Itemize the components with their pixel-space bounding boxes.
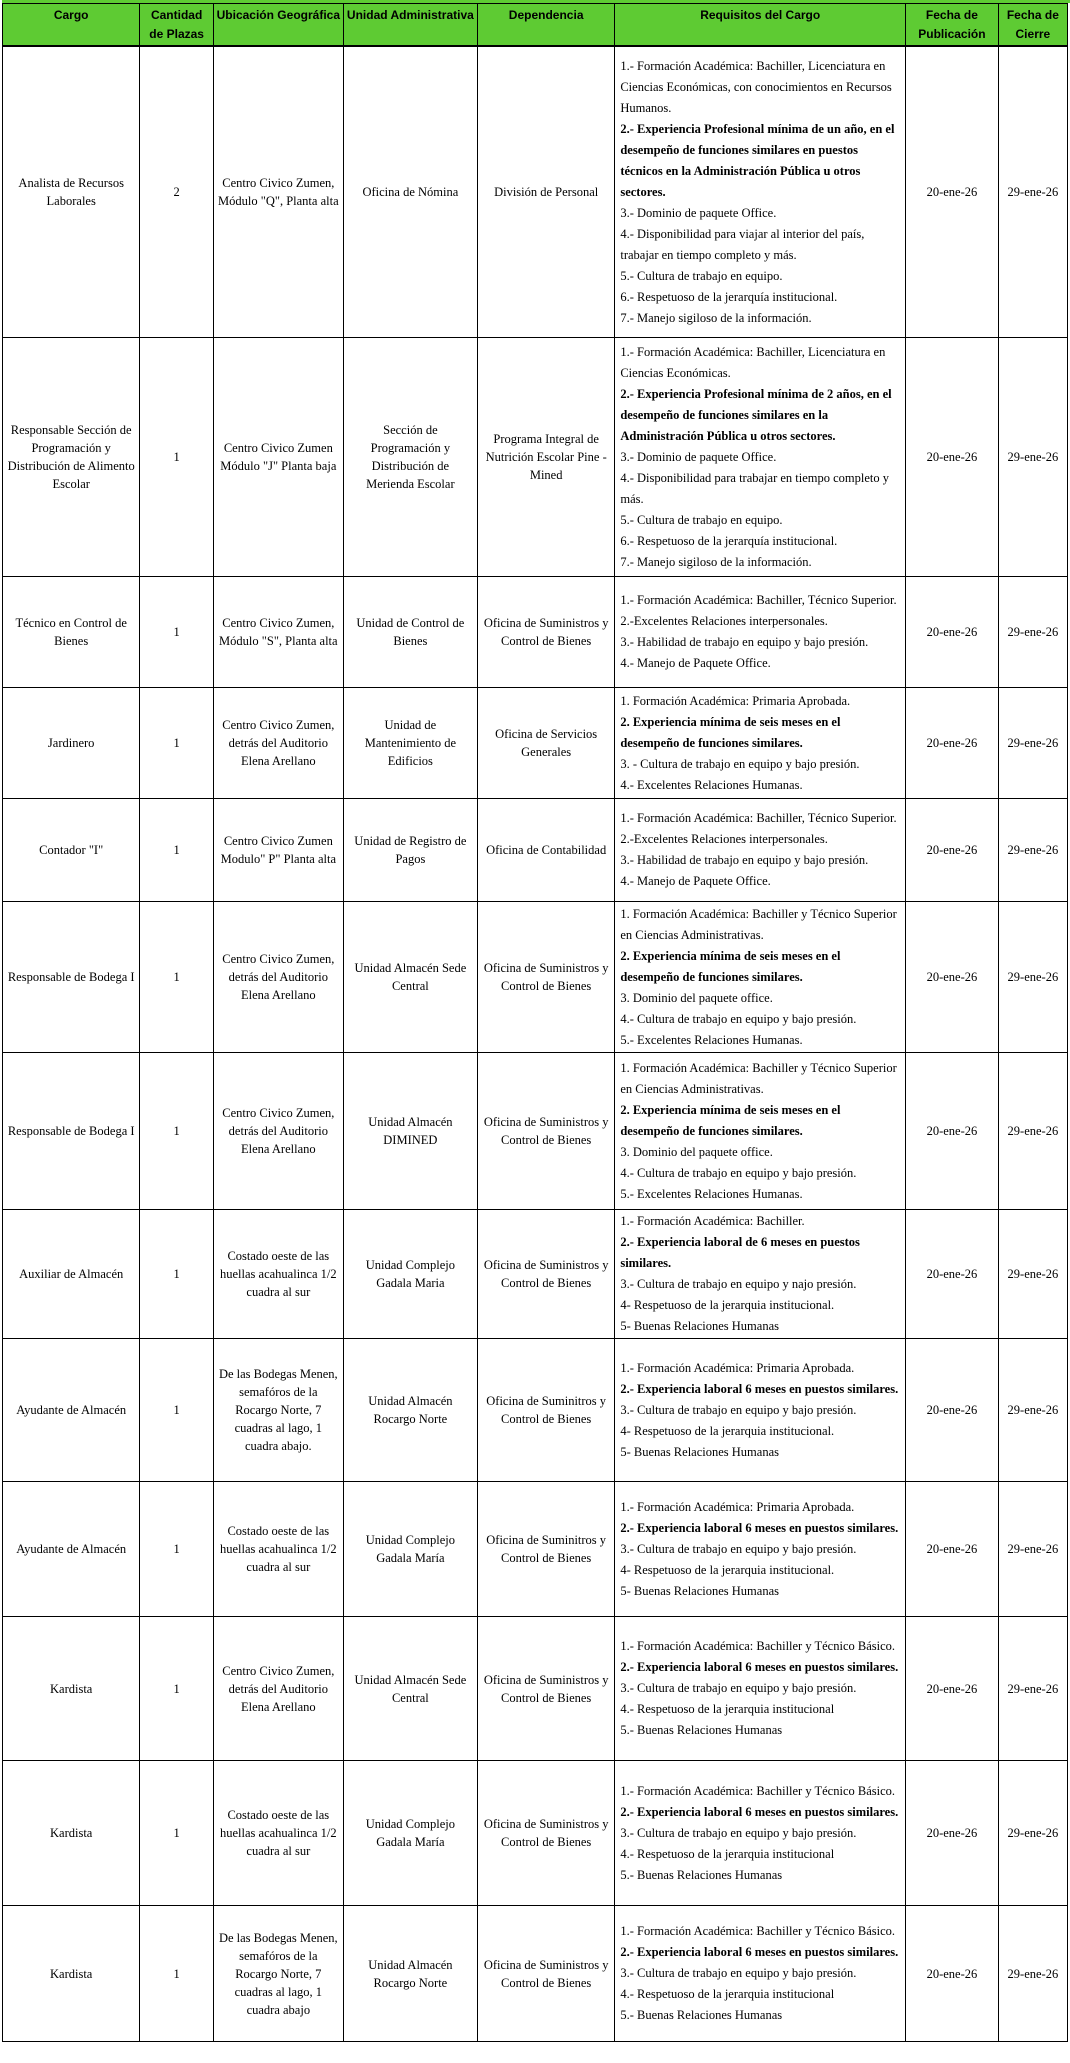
requisito-item: 5.- Buenas Relaciones Humanas (620, 2008, 783, 2022)
requisito-item: 2.- Experiencia laboral 6 meses en puestos similares. (620, 1520, 899, 1535)
requisitos-cell (615, 577, 906, 688)
table-row (3, 1339, 1068, 1482)
dependencia-cell: Oficina de Suminitros y Control de Bienes (477, 1482, 614, 1617)
ubicacion-cell: De las Bodegas Menen, semafóros de la Rocargo Norte, 7 cuadras al lago, 1 cuadra abajo (213, 1906, 343, 2042)
requisito-item: 3.- Cultura de trabajo en equipo y bajo presión. (620, 1825, 857, 1840)
plazas-cell: 1 (140, 1482, 213, 1617)
header-requisitos: Requisitos del Cargo (615, 4, 906, 47)
requisito-item: 3.- Cultura de trabajo en equipo y bajo presión. (620, 1681, 857, 1695)
unidad-cell: Unidad Almacén DIMINED (343, 1053, 477, 1210)
ubicacion-cell: Centro Civico Zumen Modulo" P" Planta alta (213, 799, 343, 902)
requisito-item: 4.- Respetuoso de la jerarquia institucional (620, 1987, 835, 2001)
cargo-cell: Responsable de Bodega I (3, 1053, 140, 1210)
cargo-cell: Kardista (3, 1906, 140, 2042)
dependencia-cell: División de Personal (477, 46, 614, 338)
cargo-cell: Responsable de Bodega I (3, 902, 140, 1053)
requisito-item: 1.- Formación Académica: Bachiller, Licenciatura en Ciencias Económicas, con conocimientos en Recursos Humanos. (620, 58, 892, 115)
requisitos-cell (615, 46, 906, 338)
requisito-item: 5.- Excelentes Relaciones Humanas. (620, 1186, 803, 1201)
requisito-item: 3.- Dominio de paquete Office. (620, 449, 777, 464)
requisito-item: 1.- Formación Académica: Bachiller y Técnico Básico. (620, 1783, 896, 1798)
ubicacion-cell: Costado oeste de las huellas acahualinca 1/2 cuadra al sur (213, 1482, 343, 1617)
fecha-cierre-cell: 29-ene-26 (998, 902, 1067, 1053)
requisito-item: 5.- Buenas Relaciones Humanas (620, 1867, 783, 1882)
requisito-item: 4- Respetuoso de la jerarquia institucional. (620, 1298, 835, 1312)
dependencia-cell: Oficina de Suministros y Control de Bienes (477, 1761, 614, 1906)
requisito-item: 5- Buenas Relaciones Humanas (620, 1319, 779, 1333)
requisito-item: 2.- Experiencia Profesional mínima de un año, en el desempeño de funciones similares en puestos técnicos en la Administración Pública u otros sectores. (620, 121, 895, 199)
fecha-cierre-cell: 29-ene-26 (998, 1053, 1067, 1210)
requisito-item: 7.- Manejo sigiloso de la información. (620, 554, 812, 569)
requisitos-cell (615, 688, 906, 799)
cargo-cell: Analista de Recursos Laborales (3, 46, 140, 338)
ubicacion-cell: De las Bodegas Menen, semafóros de la Rocargo Norte, 7 cuadras al lago, 1 cuadra abajo. (213, 1339, 343, 1482)
fecha-cierre-cell: 29-ene-26 (998, 1210, 1067, 1339)
fecha-cierre-cell: 29-ene-26 (998, 577, 1067, 688)
fecha-cierre-cell: 29-ene-26 (998, 338, 1067, 577)
plazas-cell: 1 (140, 1761, 213, 1906)
header-ubicacion: Ubicación Geográfica (213, 4, 343, 47)
fecha-publicacion-cell: 20-ene-26 (906, 1339, 999, 1482)
plazas-cell: 1 (140, 1617, 213, 1761)
requisito-item: 3.- Cultura de trabajo en equipo y bajo presión. (620, 1541, 857, 1556)
ubicacion-cell: Centro Civico Zumen, detrás del Auditorio Elena Arellano (213, 1053, 343, 1210)
unidad-cell: Unidad Almacén Rocargo Norte (343, 1339, 477, 1482)
table-row (3, 1482, 1068, 1617)
fecha-publicacion-cell: 20-ene-26 (906, 1053, 999, 1210)
requisito-item: 1.- Formación Académica: Primaria Aprobada. (620, 1499, 855, 1514)
requisito-item: 1.- Formación Académica: Primaria Aprobada. (620, 1360, 855, 1375)
requisito-item: 2.- Experiencia Profesional mínima de 2 años, en el desempeño de funciones similares en la Administración Pública u otros sectores. (620, 386, 892, 443)
dependencia-cell: Oficina de Servicios Generales (477, 688, 614, 799)
requisito-item: 3. Dominio del paquete office. (620, 1144, 773, 1159)
table-row (3, 46, 1068, 338)
dependencia-cell: Oficina de Suministros y Control de Bienes (477, 1617, 614, 1761)
ubicacion-cell: Centro Civico Zumen, detrás del Auditorio Elena Arellano (213, 902, 343, 1053)
table-row (3, 902, 1068, 1053)
requisitos-cell (615, 1339, 906, 1482)
fecha-publicacion-cell: 20-ene-26 (906, 1761, 999, 1906)
cargo-cell: Kardista (3, 1761, 140, 1906)
requisitos-cell (615, 1761, 906, 1906)
requisito-item: 1. Formación Académica: Bachiller y Técnico Superior en Ciencias Administrativas. (620, 906, 897, 942)
requisito-item: 3.- Cultura de trabajo en equipo y bajo presión. (620, 1402, 857, 1417)
requisito-item: 1.- Formación Académica: Bachiller. (620, 1214, 805, 1228)
ubicacion-cell: Centro Civico Zumen, detrás del Auditorio Elena Arellano (213, 688, 343, 799)
ubicacion-cell: Costado oeste de las huellas acahualinca 1/2 cuadra al sur (213, 1210, 343, 1339)
dependencia-cell: Programa Integral de Nutrición Escolar Pine - Mined (477, 338, 614, 577)
requisito-item: 3.- Habilidad de trabajo en equipo y bajo presión. (620, 853, 869, 867)
ubicacion-cell: Centro Civico Zumen, Módulo "S", Planta alta (213, 577, 343, 688)
ubicacion-cell: Centro Civico Zumen, Módulo "Q", Planta alta (213, 46, 343, 338)
header-fecha_publicacion: Fecha de Publicación (906, 4, 999, 47)
requisito-item: 6.- Respetuoso de la jerarquía institucional. (620, 533, 838, 548)
requisito-item: 4.- Manejo de Paquete Office. (620, 874, 771, 888)
unidad-cell: Unidad Complejo Gadala Maria (343, 1210, 477, 1339)
plazas-cell: 1 (140, 1053, 213, 1210)
unidad-cell: Unidad Complejo Gadala María (343, 1761, 477, 1906)
requisito-item: 6.- Respetuoso de la jerarquía institucional. (620, 289, 838, 304)
unidad-cell: Oficina de Nómina (343, 46, 477, 338)
requisito-item: 4- Respetuoso de la jerarquia institucional. (620, 1562, 835, 1577)
header-unidad: Unidad Administrativa (343, 4, 477, 47)
ubicacion-cell: Centro Civico Zumen, detrás del Auditorio Elena Arellano (213, 1617, 343, 1761)
requisito-item: 1.- Formación Académica: Bachiller, Técnico Superior. (620, 593, 897, 607)
unidad-cell: Unidad Almacén Rocargo Norte (343, 1906, 477, 2042)
plazas-cell: 1 (140, 688, 213, 799)
cargo-cell: Contador "I" (3, 799, 140, 902)
fecha-cierre-cell: 29-ene-26 (998, 799, 1067, 902)
table-row (3, 1761, 1068, 1906)
plazas-cell: 2 (140, 46, 213, 338)
header-plazas: Cantidad de Plazas (140, 4, 213, 47)
unidad-cell: Unidad Almacén Sede Central (343, 1617, 477, 1761)
requisitos-cell (615, 799, 906, 902)
table-row (3, 1906, 1068, 2042)
fecha-publicacion-cell: 20-ene-26 (906, 1482, 999, 1617)
requisitos-cell (615, 1617, 906, 1761)
ubicacion-cell: Centro Civico Zumen Módulo "J" Planta baja (213, 338, 343, 577)
requisito-item: 2.-Excelentes Relaciones interpersonales. (620, 614, 828, 628)
vacancies-table (2, 3, 1068, 2042)
requisito-item: 4.- Manejo de Paquete Office. (620, 656, 771, 670)
cargo-cell: Jardinero (3, 688, 140, 799)
requisito-item: 2. Experiencia mínima de seis meses en el desempeño de funciones similares. (620, 714, 841, 750)
cargo-cell: Auxiliar de Almacén (3, 1210, 140, 1339)
unidad-cell: Unidad Almacén Sede Central (343, 902, 477, 1053)
table-row (3, 577, 1068, 688)
plazas-cell: 1 (140, 1906, 213, 2042)
header-fecha_cierre: Fecha de Cierre (998, 4, 1067, 47)
requisito-item: 5- Buenas Relaciones Humanas (620, 1583, 779, 1598)
ubicacion-cell: Costado oeste de las huellas acahualinca 1/2 cuadra al sur (213, 1761, 343, 1906)
unidad-cell: Unidad de Mantenimiento de Edificios (343, 688, 477, 799)
cargo-cell: Responsable Sección de Programación y Distribución de Alimento Escolar (3, 338, 140, 577)
fecha-cierre-cell: 29-ene-26 (998, 46, 1067, 338)
table-row (3, 1617, 1068, 1761)
requisito-item: 5.- Excelentes Relaciones Humanas. (620, 1032, 803, 1047)
fecha-publicacion-cell: 20-ene-26 (906, 577, 999, 688)
fecha-cierre-cell: 29-ene-26 (998, 1906, 1067, 2042)
fecha-publicacion-cell: 20-ene-26 (906, 902, 999, 1053)
requisito-item: 3.- Cultura de trabajo en equipo y najo presión. (620, 1277, 857, 1291)
requisito-item: 2.-Excelentes Relaciones interpersonales. (620, 832, 828, 846)
fecha-publicacion-cell: 20-ene-26 (906, 1210, 999, 1339)
fecha-cierre-cell: 29-ene-26 (998, 1339, 1067, 1482)
requisito-item: 4.- Cultura de trabajo en equipo y bajo presión. (620, 1011, 857, 1026)
requisito-item: 4.- Disponibilidad para trabajar en tiempo completo y más. (620, 470, 890, 506)
requisito-item: 1.- Formación Académica: Bachiller, Técnico Superior. (620, 811, 897, 825)
requisito-item: 4.- Cultura de trabajo en equipo y bajo presión. (620, 1165, 857, 1180)
unidad-cell: Unidad de Control de Bienes (343, 577, 477, 688)
requisitos-cell (615, 1906, 906, 2042)
requisito-item: 1.- Formación Académica: Bachiller y Técnico Básico. (620, 1924, 896, 1938)
unidad-cell: Unidad Complejo Gadala María (343, 1482, 477, 1617)
header-row (3, 4, 1068, 47)
plazas-cell: 1 (140, 577, 213, 688)
plazas-cell: 1 (140, 1210, 213, 1339)
fecha-publicacion-cell: 20-ene-26 (906, 1617, 999, 1761)
header-cargo: Cargo (3, 4, 140, 47)
fecha-publicacion-cell: 20-ene-26 (906, 799, 999, 902)
fecha-publicacion-cell: 20-ene-26 (906, 688, 999, 799)
dependencia-cell: Oficina de Suministros y Control de Bienes (477, 1906, 614, 2042)
requisito-item: 5.- Cultura de trabajo en equipo. (620, 512, 783, 527)
requisito-item: 5- Buenas Relaciones Humanas (620, 1444, 779, 1459)
requisito-item: 2.- Experiencia laboral 6 meses en puestos similares. (620, 1945, 899, 1959)
fecha-cierre-cell: 29-ene-26 (998, 1617, 1067, 1761)
header-dependencia: Dependencia (477, 4, 614, 47)
plazas-cell: 1 (140, 338, 213, 577)
requisito-item: 4.- Disponibilidad para viajar al interior del país, trabajar en tiempo completo y más. (620, 226, 865, 262)
requisito-item: 1. Formación Académica: Bachiller y Técnico Superior en Ciencias Administrativas. (620, 1060, 897, 1096)
plazas-cell: 1 (140, 1339, 213, 1482)
dependencia-cell: Oficina de Contabilidad (477, 799, 614, 902)
requisito-item: 4.- Respetuoso de la jerarquia institucional (620, 1702, 835, 1716)
fecha-cierre-cell: 29-ene-26 (998, 1761, 1067, 1906)
unidad-cell: Sección de Programación y Distribución de Merienda Escolar (343, 338, 477, 577)
requisito-item: 3.- Cultura de trabajo en equipo y bajo presión. (620, 1966, 857, 1980)
dependencia-cell: Oficina de Suministros y Control de Bienes (477, 1210, 614, 1339)
requisito-item: 3.- Dominio de paquete Office. (620, 205, 777, 220)
requisito-item: 3. - Cultura de trabajo en equipo y bajo presión. (620, 756, 860, 771)
requisitos-cell (615, 338, 906, 577)
requisito-item: 2. Experiencia mínima de seis meses en el desempeño de funciones similares. (620, 948, 841, 984)
table-row (3, 1053, 1068, 1210)
dependencia-cell: Oficina de Suministros y Control de Bienes (477, 1053, 614, 1210)
fecha-publicacion-cell: 20-ene-26 (906, 1906, 999, 2042)
table-row (3, 799, 1068, 902)
table-row (3, 688, 1068, 799)
cargo-cell: Ayudante de Almacén (3, 1482, 140, 1617)
fecha-cierre-cell: 29-ene-26 (998, 688, 1067, 799)
requisito-item: 2.- Experiencia laboral 6 meses en puestos similares. (620, 1804, 899, 1819)
plazas-cell: 1 (140, 799, 213, 902)
table-row (3, 1210, 1068, 1339)
fecha-publicacion-cell: 20-ene-26 (906, 338, 999, 577)
requisitos-cell (615, 902, 906, 1053)
requisito-item: 3.- Habilidad de trabajo en equipo y bajo presión. (620, 635, 869, 649)
requisitos-cell (615, 1482, 906, 1617)
dependencia-cell: Oficina de Suministros y Control de Bienes (477, 577, 614, 688)
requisito-item: 3. Dominio del paquete office. (620, 990, 773, 1005)
fecha-cierre-cell: 29-ene-26 (998, 1482, 1067, 1617)
requisito-item: 2. Experiencia mínima de seis meses en el desempeño de funciones similares. (620, 1102, 841, 1138)
dependencia-cell: Oficina de Suministros y Control de Bienes (477, 902, 614, 1053)
plazas-cell: 1 (140, 902, 213, 1053)
cargo-cell: Técnico en Control de Bienes (3, 577, 140, 688)
requisito-item: 4- Respetuoso de la jerarquia institucional. (620, 1423, 835, 1438)
requisito-item: 2.- Experiencia laboral 6 meses en puestos similares. (620, 1660, 899, 1674)
requisito-item: 2.- Experiencia laboral de 6 meses en puestos similares. (620, 1235, 860, 1270)
requisito-item: 1.- Formación Académica: Bachiller, Licenciatura en Ciencias Económicas. (620, 344, 886, 380)
table-row (3, 338, 1068, 577)
fecha-publicacion-cell: 20-ene-26 (906, 46, 999, 338)
requisito-item: 2.- Experiencia laboral 6 meses en puestos similares. (620, 1381, 899, 1396)
unidad-cell: Unidad de Registro de Pagos (343, 799, 477, 902)
dependencia-cell: Oficina de Suminitros y Control de Bienes (477, 1339, 614, 1482)
requisito-item: 4.- Excelentes Relaciones Humanas. (620, 777, 803, 792)
cargo-cell: Kardista (3, 1617, 140, 1761)
requisitos-cell (615, 1053, 906, 1210)
requisito-item: 7.- Manejo sigiloso de la información. (620, 310, 812, 325)
requisito-item: 4.- Respetuoso de la jerarquia institucional (620, 1846, 835, 1861)
cargo-cell: Ayudante de Almacén (3, 1339, 140, 1482)
requisito-item: 5.- Cultura de trabajo en equipo. (620, 268, 783, 283)
requisito-item: 5.- Buenas Relaciones Humanas (620, 1723, 783, 1737)
requisito-item: 1.- Formación Académica: Bachiller y Técnico Básico. (620, 1639, 896, 1653)
requisitos-cell (615, 1210, 906, 1339)
requisito-item: 1. Formación Académica: Primaria Aprobada. (620, 693, 851, 708)
